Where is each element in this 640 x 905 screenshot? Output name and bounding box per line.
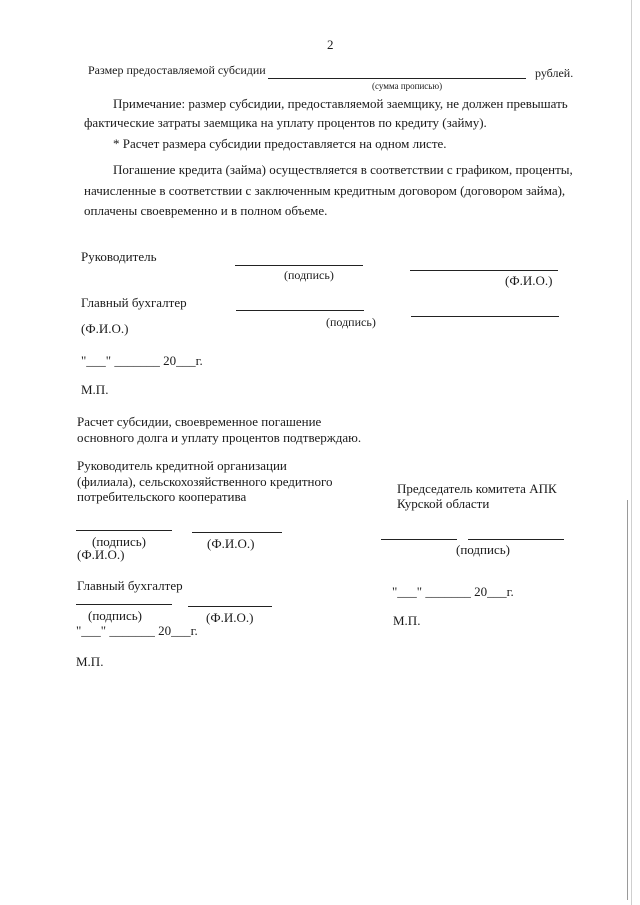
committee-signature-caption: (подпись): [456, 542, 510, 557]
stamp-2: М.П.: [76, 654, 104, 669]
repay-line-1: Погашение кредита (займа) осуществляется в соответствии с графиком, проценты,: [113, 162, 573, 177]
calc-note: * Расчет размера субсидии предоставляется на одном листе.: [113, 136, 447, 151]
accountant-fio-caption: (Ф.И.О.): [81, 321, 129, 336]
credit-org-fio-caption: (Ф.И.О.): [207, 536, 255, 551]
scan-edge-shadow: [627, 500, 628, 900]
committee-line-2: Курской области: [397, 496, 490, 511]
credit-org-fio-line: [192, 532, 282, 533]
director-signature-line: [235, 265, 363, 266]
page-number: 2: [327, 37, 334, 52]
director-label: Руководитель: [81, 249, 157, 264]
credit-org-accountant-signature-caption: (подпись): [88, 608, 142, 623]
director-signature-caption: (подпись): [284, 268, 334, 282]
committee-line-1: Председатель комитета АПК: [397, 481, 557, 496]
note-line-1: Примечание: размер субсидии, предоставляемой заемщику, не должен превышать: [113, 96, 568, 111]
repay-line-3: оплачены своевременно и в полном объеме.: [84, 203, 328, 218]
credit-org-accountant-label: Главный бухгалтер: [77, 578, 183, 593]
director-fio-line: [410, 270, 558, 271]
stamp-1: М.П.: [81, 382, 109, 397]
credit-org-line-3: потребительского кооператива: [77, 489, 247, 504]
stamp-3: М.П.: [393, 613, 421, 628]
credit-org-line-2: (филиала), сельскохозяйственного кредитного: [77, 474, 333, 489]
accountant-fio-line: [411, 316, 559, 317]
repay-line-2: начисленные в соответствии с заключенным кредитным договором (договором займа),: [84, 183, 566, 198]
confirmation-line-2: основного долга и уплату процентов подтверждаю.: [77, 430, 362, 445]
committee-signature-line-1: [381, 539, 457, 540]
accountant-signature-caption: (подпись): [326, 315, 376, 329]
subsidy-amount-line: [268, 78, 526, 79]
credit-org-signature-line: [76, 530, 172, 531]
date-line-2: "___" _______ 20___г.: [76, 623, 198, 638]
date-line-3: "___" _______ 20___г.: [392, 584, 514, 599]
credit-org-signature-caption: (подпись): [92, 534, 146, 549]
subsidy-currency: рублей.: [535, 66, 574, 80]
credit-org-line-1: Руководитель кредитной организации: [77, 458, 287, 473]
credit-org-fio-label: (Ф.И.О.): [77, 547, 125, 562]
credit-org-accountant-signature-line: [76, 604, 172, 605]
subsidy-amount-caption: (сумма прописью): [372, 81, 443, 91]
confirmation-line-1: Расчет субсидии, своевременное погашение: [77, 414, 322, 429]
date-line-1: "___" _______ 20___г.: [81, 353, 203, 368]
accountant-signature-line: [236, 310, 364, 311]
subsidy-amount-label: Размер предоставляемой субсидии: [88, 63, 266, 77]
note-line-2: фактические затраты заемщика на уплату процентов по кредиту (займу).: [84, 115, 487, 130]
committee-signature-line-2: [468, 539, 564, 540]
credit-org-accountant-fio-line: [188, 606, 272, 607]
credit-org-accountant-fio-caption: (Ф.И.О.): [206, 610, 254, 625]
director-fio-caption: (Ф.И.О.): [505, 273, 553, 288]
accountant-label: Главный бухгалтер: [81, 295, 187, 310]
scan-edge: [631, 0, 632, 905]
